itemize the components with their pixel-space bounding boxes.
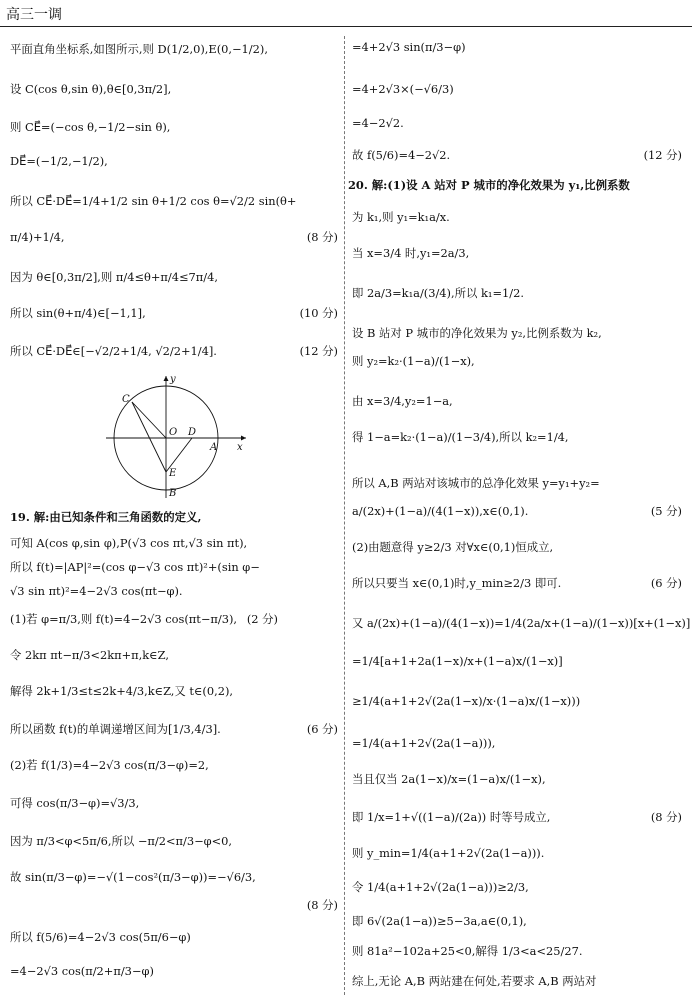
solution-line: =1/4(a+1+2√(2a(1−a))), xyxy=(352,736,496,750)
solution-line: 为 k₁,则 y₁=k₁a/x. xyxy=(352,210,450,224)
segment-ce xyxy=(132,402,166,472)
solution-line: 20. 解:(1)设 A 站对 P 城市的净化效果为 y₁,比例系数 xyxy=(348,178,630,192)
solution-line: 所以函数 f(t)的单调递增区间为[1/3,4/3]. xyxy=(10,722,221,736)
segment-de xyxy=(166,438,192,472)
solution-line: 令 2kπ πt−π/3<2kπ+π,k∈Z, xyxy=(10,648,169,662)
solution-line: =4+2√3 sin(π/3−φ) xyxy=(352,40,466,54)
solution-line: 解得 2k+1/3≤t≤2k+4/3,k∈Z,又 t∈(0,2), xyxy=(10,684,234,698)
column-divider xyxy=(344,36,345,995)
solution-line: 故 f(5/6)=4−2√2. xyxy=(352,148,451,162)
solution-line: =4−2√3 cos(π/2+π/3−φ) xyxy=(10,964,154,978)
solution-line-with-score xyxy=(352,810,682,825)
solution-line-with-score xyxy=(10,344,338,359)
score-label: (6 分) xyxy=(306,722,338,736)
diagram-label: A xyxy=(210,442,218,453)
solution-line-with-score xyxy=(352,576,682,591)
score-label: (8 分) xyxy=(306,230,338,244)
score-label: (8 分) xyxy=(306,898,338,912)
solution-line-with-score xyxy=(10,612,338,627)
solution-line: 设 C(cos θ,sin θ),θ∈[0,3π/2], xyxy=(10,82,172,96)
solution-line: (1)若 φ=π/3,则 f(t)=4−2√3 cos(πt−π/3), xyxy=(10,612,238,626)
solution-line: 因为 θ∈[0,3π/2],则 π/4≤θ+π/4≤7π/4, xyxy=(10,270,218,284)
unit-circle-diagram xyxy=(96,372,256,500)
solution-line: 因为 π/3<φ<5π/6,所以 −π/2<π/3−φ<0, xyxy=(10,834,233,848)
question-heading xyxy=(10,510,201,525)
solution-line: 所以 CE⃗·DE⃗=1/4+1/2 sin θ+1/2 cos θ=√2/2 sin(θ+ xyxy=(10,194,297,208)
score-label: (12 分) xyxy=(643,148,682,162)
solution-line: 由 x=3/4,y₂=1−a, xyxy=(352,394,453,408)
solution-line: =4−2√2. xyxy=(352,116,404,130)
diagram-label: B xyxy=(169,488,177,499)
solution-line: 令 1/4(a+1+2√(2a(1−a)))≥2/3, xyxy=(352,880,529,894)
solution-line: ≥1/4(a+1+2√(2a(1−x)/x·(1−a)x/(1−x))) xyxy=(352,694,581,708)
solution-line: 故 sin(π/3−φ)=−√(1−cos²(π/3−φ))=−√6/3, xyxy=(10,870,256,884)
x-axis-arrow xyxy=(241,436,246,441)
solution-line: 所以 CE⃗·DE⃗∈[−√2/2+1/4, √2/2+1/4]. xyxy=(10,344,217,358)
diagram-label: D xyxy=(188,427,197,438)
score-label: (10 分) xyxy=(299,306,338,320)
solution-line: 可得 cos(π/3−φ)=√3/3, xyxy=(10,796,140,810)
solution-line-with-score xyxy=(10,306,338,321)
solution-line: 则 y_min=1/4(a+1+2√(2a(1−a))). xyxy=(352,846,545,860)
solution-line: √3 sin πt)²=4−2√3 cos(πt−φ). xyxy=(10,584,183,598)
diagram-label: O xyxy=(169,427,178,438)
solution-line: 平面直角坐标系,如图所示,则 D(1/2,0),E(0,−1/2), xyxy=(10,42,268,56)
solution-line: 又 a/(2x)+(1−a)/(4(1−x))=1/4(2a/x+(1−a)/(1−x))[x+(1−x)] xyxy=(352,616,691,630)
solution-line: 所以 sin(θ+π/4)∈[−1,1], xyxy=(10,306,146,320)
solution-line: 所以 A,B 两站对该城市的总净化效果 y=y₁+y₂= xyxy=(352,476,600,490)
solution-line-with-score xyxy=(352,148,682,163)
solution-line: 即 2a/3=k₁a/(3/4),所以 k₁=1/2. xyxy=(352,286,524,300)
solution-line: 所以只要当 x∈(0,1)时,y_min≥2/3 即可. xyxy=(352,576,562,590)
solution-line: 当且仅当 2a(1−x)/x=(1−a)x/(1−x), xyxy=(352,772,546,786)
solution-line: 则 81a²−102a+25<0,解得 1/3<a<25/27. xyxy=(352,944,583,958)
solution-line: 所以 f(5/6)=4−2√3 cos(5π/6−φ) xyxy=(10,930,191,944)
solution-line: (2)由题意得 y≥2/3 对∀x∈(0,1)恒成立, xyxy=(352,540,554,554)
header-rule xyxy=(0,26,692,27)
solution-line-with-score xyxy=(10,230,338,245)
solution-line: =1/4[a+1+2a(1−x)/x+(1−a)x/(1−x)] xyxy=(352,654,563,668)
solution-line: 则 y₂=k₂·(1−a)/(1−x), xyxy=(352,354,475,368)
segment-co xyxy=(132,402,166,438)
solution-line: 当 x=3/4 时,y₁=2a/3, xyxy=(352,246,470,260)
solution-line: 即 6√(2a(1−a))≥5−3a,a∈(0,1), xyxy=(352,914,527,928)
score-label: (5 分) xyxy=(650,504,682,518)
diagram-label: y xyxy=(170,374,176,385)
score-label: (8 分) xyxy=(650,810,682,824)
solution-line: 可知 A(cos φ,sin φ),P(√3 cos πt,√3 sin πt), xyxy=(10,536,248,550)
solution-line: DE⃗=(−1/2,−1/2), xyxy=(10,154,108,168)
solution-line: =4+2√3×(−√6/3) xyxy=(352,82,454,96)
diagram-label: C xyxy=(122,394,130,405)
solution-line: 所以 f(t)=|AP|²=(cos φ−√3 cos πt)²+(sin φ− xyxy=(10,560,260,574)
solution-line: 即 1/x=1+√((1−a)/(2a)) 时等号成立, xyxy=(352,810,551,824)
solution-line: a/(2x)+(1−a)/(4(1−x)),x∈(0,1). xyxy=(352,504,529,518)
solution-line: 综上,无论 A,B 两站建在何处,若要求 A,B 两站对 xyxy=(352,974,597,988)
solution-line: (2)若 f(1/3)=4−2√3 cos(π/3−φ)=2, xyxy=(10,758,209,772)
solution-line: 得 1−a=k₂·(1−a)/(1−3/4),所以 k₂=1/4, xyxy=(352,430,569,444)
solution-line-with-score xyxy=(352,504,682,519)
solution-line: 设 B 站对 P 城市的净化效果为 y₂,比例系数为 k₂, xyxy=(352,326,602,340)
solution-line: 则 CE⃗=(−cos θ,−1/2−sin θ), xyxy=(10,120,171,134)
solution-line: π/4)+1/4, xyxy=(10,230,65,244)
question-heading xyxy=(348,178,630,193)
diagram-label: E xyxy=(169,468,177,479)
score-label: (12 分) xyxy=(299,344,338,358)
solution-line-with-score xyxy=(10,722,338,737)
diagram-label: x xyxy=(237,442,243,453)
solution-line: 19. 解:由已知条件和三角函数的定义, xyxy=(10,510,202,524)
y-axis-arrow xyxy=(164,376,169,381)
score-label: (2 分) xyxy=(246,612,278,626)
score-label: (6 分) xyxy=(650,576,682,590)
page-header-title: 高三一调 xyxy=(6,7,62,23)
